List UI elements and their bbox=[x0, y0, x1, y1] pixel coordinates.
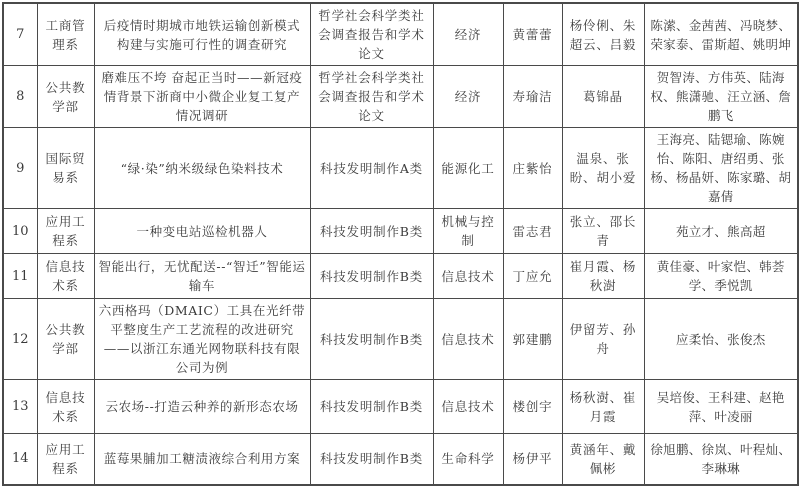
cell-members: 贺智涛、方伟英、陆海权、熊潇驰、汪立涵、詹鹏飞 bbox=[644, 66, 798, 128]
cell-leader: 杨伊平 bbox=[503, 434, 562, 485]
table-row bbox=[3, 3, 798, 66]
table-row bbox=[3, 299, 798, 380]
cell-leader: 丁应允 bbox=[503, 254, 562, 299]
table-row bbox=[3, 128, 798, 209]
cell-field: 生命科学 bbox=[433, 434, 503, 485]
cell-advisors: 黄涵年、戴佩彬 bbox=[562, 434, 644, 485]
cell-row-number: 9 bbox=[3, 128, 37, 209]
table-row bbox=[3, 209, 798, 254]
cell-members: 黄佳豪、叶家恺、韩荟学、季悦凯 bbox=[644, 254, 798, 299]
cell-category: 科技发明制作B类 bbox=[310, 434, 433, 485]
cell-members: 应柔怡、张俊杰 bbox=[644, 299, 798, 380]
cell-leader: 庄紫怡 bbox=[503, 128, 562, 209]
table-body bbox=[3, 3, 798, 485]
cell-members: 徐旭鹏、徐岚、叶程灿、李琳琳 bbox=[644, 434, 798, 485]
cell-project-title: “绿·染”纳米级绿色染料技术 bbox=[94, 128, 310, 209]
cell-leader: 雷志君 bbox=[503, 209, 562, 254]
cell-department: 信息技术系 bbox=[37, 254, 94, 299]
cell-leader: 郭建鹏 bbox=[503, 299, 562, 380]
cell-department: 应用工程系 bbox=[37, 209, 94, 254]
cell-project-title: 智能出行，无忧配送--“智迁”智能运输车 bbox=[94, 254, 310, 299]
cell-project-title: 云农场--打造云种养的新形态农场 bbox=[94, 380, 310, 434]
cell-row-number: 14 bbox=[3, 434, 37, 485]
cell-category: 科技发明制作B类 bbox=[310, 299, 433, 380]
cell-row-number: 13 bbox=[3, 380, 37, 434]
cell-project-title: 一种变电站巡检机器人 bbox=[94, 209, 310, 254]
cell-leader: 寿瑜洁 bbox=[503, 66, 562, 128]
cell-project-title: 蓝莓果脯加工糖渍液综合利用方案 bbox=[94, 434, 310, 485]
cell-advisors: 伊留芳、孙舟 bbox=[562, 299, 644, 380]
cell-department: 信息技术系 bbox=[37, 380, 94, 434]
cell-row-number: 7 bbox=[3, 3, 37, 66]
cell-leader: 黄蕾蕾 bbox=[503, 3, 562, 66]
cell-advisors: 温泉、张盼、胡小爱 bbox=[562, 128, 644, 209]
table-row bbox=[3, 66, 798, 128]
cell-members: 吴培俊、王科建、赵艳萍、叶凌丽 bbox=[644, 380, 798, 434]
cell-advisors: 杨秋澍、崔月霞 bbox=[562, 380, 644, 434]
cell-members: 王海亮、陆锶瑜、陈婉怡、陈阳、唐绍勇、张杨、杨晶妍、陈家璐、胡嘉倩 bbox=[644, 128, 798, 209]
cell-members: 苑立才、熊高超 bbox=[644, 209, 798, 254]
cell-advisors: 张立、邵长青 bbox=[562, 209, 644, 254]
cell-department: 公共教学部 bbox=[37, 299, 94, 380]
cell-category: 科技发明制作B类 bbox=[310, 209, 433, 254]
cell-category: 科技发明制作A类 bbox=[310, 128, 433, 209]
cell-category: 哲学社会科学类社会调查报告和学术论文 bbox=[310, 3, 433, 66]
cell-advisors: 杨伶俐、朱超云、吕毅 bbox=[562, 3, 644, 66]
cell-department: 国际贸易系 bbox=[37, 128, 94, 209]
cell-category: 科技发明制作B类 bbox=[310, 380, 433, 434]
cell-members: 陈潆、金茜茜、冯晓梦、荣家泰、雷斯超、姚明坤 bbox=[644, 3, 798, 66]
cell-project-title: 后疫情时期城市地铁运输创新模式构建与实施可行性的调查研究 bbox=[94, 3, 310, 66]
cell-department: 公共教学部 bbox=[37, 66, 94, 128]
cell-category: 科技发明制作B类 bbox=[310, 254, 433, 299]
cell-row-number: 12 bbox=[3, 299, 37, 380]
cell-field: 信息技术 bbox=[433, 299, 503, 380]
cell-row-number: 8 bbox=[3, 66, 37, 128]
cell-field: 能源化工 bbox=[433, 128, 503, 209]
cell-field: 信息技术 bbox=[433, 254, 503, 299]
cell-department: 工商管理系 bbox=[37, 3, 94, 66]
projects-table bbox=[2, 2, 799, 486]
cell-field: 经济 bbox=[433, 3, 503, 66]
cell-row-number: 10 bbox=[3, 209, 37, 254]
cell-project-title: 磨难压不垮 奋起正当时——新冠疫情背景下浙商中小微企业复工复产情况调研 bbox=[94, 66, 310, 128]
cell-field: 机械与控制 bbox=[433, 209, 503, 254]
cell-project-title: 六西格玛（DMAIC）工具在光纤带平整度生产工艺流程的改进研究——以浙江东通光网物联科技有限公司为例 bbox=[94, 299, 310, 380]
table-row bbox=[3, 254, 798, 299]
cell-advisors: 崔月霞、杨秋澍 bbox=[562, 254, 644, 299]
cell-field: 信息技术 bbox=[433, 380, 503, 434]
cell-category: 哲学社会科学类社会调查报告和学术论文 bbox=[310, 66, 433, 128]
cell-department: 应用工程系 bbox=[37, 434, 94, 485]
cell-leader: 楼创宇 bbox=[503, 380, 562, 434]
cell-row-number: 11 bbox=[3, 254, 37, 299]
cell-advisors: 葛锦晶 bbox=[562, 66, 644, 128]
table-row bbox=[3, 380, 798, 434]
cell-field: 经济 bbox=[433, 66, 503, 128]
table-row bbox=[3, 434, 798, 485]
